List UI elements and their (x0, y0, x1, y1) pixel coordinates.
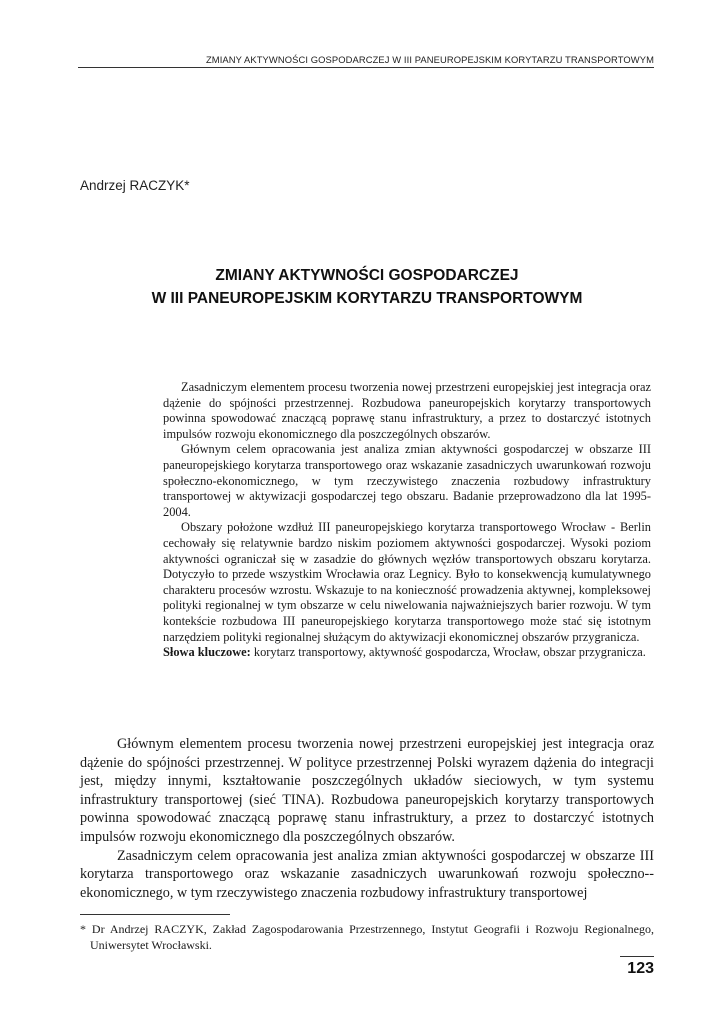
body-text (80, 735, 654, 902)
abstract-paragraph: Zasadniczym elementem procesu tworzenia nowej przestrzeni europejskiej jest integracja oraz dążenie do spójności przestrzennej. Rozbudowa paneuropejskich korytarzy transportowych powinna spowodować znaczącą poprawę stanu infrastruktury, a przez to dostarczyć istotnych impulsów rozwoju ekonomicznego dla poszczególnych obszarów. (163, 380, 651, 441)
body-paragraph: Głównym elementem procesu tworzenia nowej przestrzeni europejskiej jest integracja oraz dążenie do spójności przestrzennej. W polityce przestrzennej Polski wyrazem dążenia do integracji jest, między innymi, kształtowanie poszczególnych układów sieciowych, w tym systemu infrastruktury transportowej (sieć TINA). Rozbudowa paneuropejskich korytarzy transportowych powinna spowodować znaczącą poprawę stanu infrastruktury, a przez to dostarczyć istotnych impulsów rozwoju ekonomicznego dla poszczególnych obszarów. (80, 736, 654, 845)
page-number: 123 (627, 960, 654, 977)
title-line-2: W III PANEUROPEJSKIM KORYTARZU TRANSPORTOWYM (151, 290, 583, 307)
keywords (163, 645, 651, 661)
abstract-paragraph: Głównym celem opracowania jest analiza zmian aktywności gospodarczej w obszarze III paneuropejskiego korytarza transportowego oraz wskazanie zasadniczych uwarunkowań rozwoju społeczno-ekonomicznego, w tym rzeczywistego znaczenia rozbudowy infrastruktury transportowej w aktywizacji gospodarczej tego obszaru. Badanie przeprowadzono dla lat 1995-2004. (163, 442, 651, 519)
abstract-paragraph: Obszary położone wzdłuż III paneuropejskiego korytarza transportowego Wrocław - Berlin cechowały się relatywnie bardzo niskim poziomem aktywności gospodarczej. Wysoki poziom aktywności ograniczał się w zasadzie do głównych węzłów transportowych obszaru korytarza. Dotyczyło to przede wszystkim Wrocławia oraz Legnicy. Było to konsekwencją kumulatywnego charakteru procesów wzrostu. Wskazuje to na konieczność prowadzenia aktywnej, kompleksowej polityki regionalnej w tym obszarze w celu niwelowania najważniejszych barier rozwoju. W tym kontekście rozbudowa III paneuropejskiego korytarza transportowego może stać się istotnym narzędziem polityki regionalnej służącym do aktywizacji ekonomicznej obszarów przygranicza. (163, 520, 651, 644)
keywords-label: Słowa kluczowe: (163, 645, 251, 660)
abstract (163, 380, 651, 661)
running-header: ZMIANY AKTYWNOŚCI GOSPODARCZEJ W III PANEUROPEJSKIM KORYTARZU TRANSPORTOWYM (205, 54, 654, 65)
title-line-1: ZMIANY AKTYWNOŚCI GOSPODARCZEJ (215, 267, 519, 284)
keywords-text: korytarz transportowy, aktywność gospodarcza, Wrocław, obszar przygranicza. (253, 645, 646, 660)
footnote-text: * Dr Andrzej RACZYK, Zakład Zagospodarowania Przestrzennego, Instytut Geografii i Rozwoju Regionalnego, Uniwersytet Wrocławski. (80, 922, 654, 952)
header-rule (78, 67, 654, 68)
author-name: Andrzej RACZYK* (80, 178, 190, 193)
article-title (80, 264, 654, 310)
body-paragraph: Zasadniczym celem opracowania jest analiza zmian aktywności gospodarczej w obszarze III korytarza transportowego oraz wskazanie zasadniczych uwarunkowań rozwoju społeczno--ekonomicznego, w tym rzeczywistego znaczenia rozbudowy infrastruktury transportowej (80, 847, 654, 901)
footnote-rule (80, 914, 230, 915)
footnote (80, 921, 654, 953)
page-number-rule (620, 956, 654, 957)
